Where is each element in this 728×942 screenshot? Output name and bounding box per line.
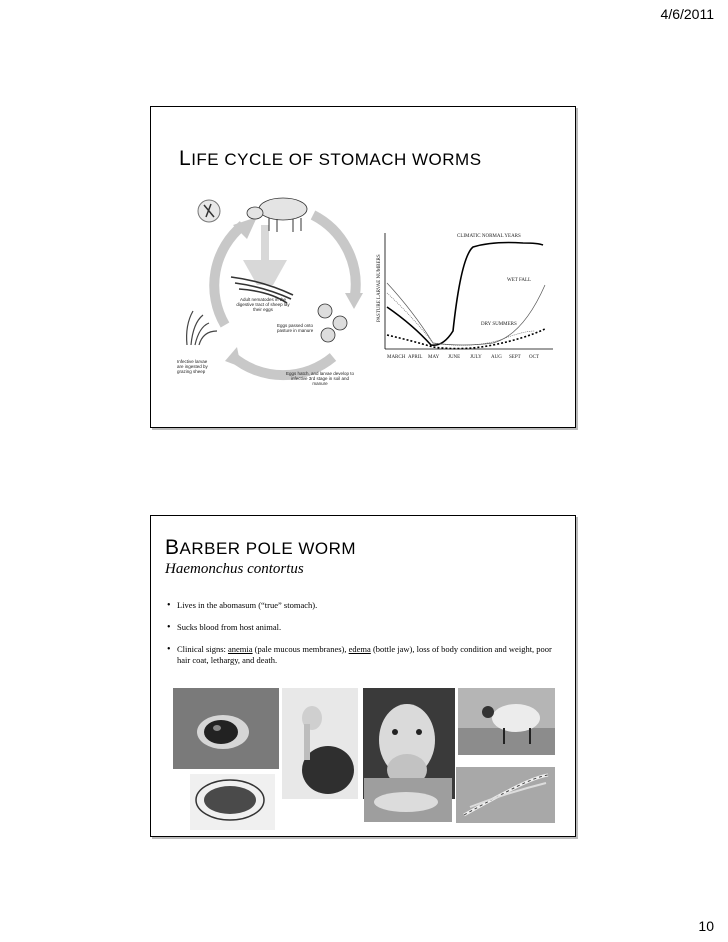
series-label-normal: CLIMATIC NORMAL YEARS: [457, 234, 521, 239]
sheep-drawing: [247, 198, 307, 232]
photo-barber-pole-worms: [456, 767, 555, 823]
tick-label: SEPT: [509, 355, 521, 360]
tick-label: JULY: [470, 355, 482, 360]
slide-title: [179, 147, 482, 171]
bullet-text: (bottle jaw), loss of body condition and weight, poor hair coat, lethargy, and death.: [177, 644, 552, 665]
slide-title: [165, 536, 356, 560]
tick-label: AUG: [491, 355, 502, 360]
larvae-chart: [373, 227, 558, 367]
photo-pale-eye: [173, 688, 279, 769]
bullet-text: Clinical signs:: [177, 644, 228, 654]
grass-drawing: [187, 311, 217, 345]
bullet-item: • Lives in the abomasum (“true” stomach).: [165, 600, 565, 611]
photo-goat-handled: [282, 688, 358, 799]
series-line-normal: [387, 243, 543, 346]
eggs-drawing: [318, 304, 347, 342]
term-anemia: anemia: [228, 644, 253, 654]
slide-life-cycle: [150, 106, 576, 428]
bullet-text: (pale mucous membranes),: [252, 644, 349, 654]
tick-label: APRIL: [408, 355, 423, 360]
slide-barber-pole: [150, 515, 576, 837]
title-cap: L: [179, 147, 192, 170]
term-edema: edema: [348, 644, 371, 654]
title-rest: IFE CYCLE OF STOMACH WORMS: [191, 150, 482, 169]
bullet-item: • Sucks blood from host animal.: [165, 622, 565, 633]
label-eggs: Eggs passed onto pasture in manure: [277, 323, 314, 333]
chart-ylabel: PASTURE LARVAE NUMBERS: [377, 254, 382, 322]
photo-dead-sheep: [364, 778, 452, 822]
label-infective: Infective larvae are ingested by grazing sheep: [177, 359, 208, 374]
title-rest: ARBER POLE WORM: [179, 539, 357, 558]
photo-thin-sheep: [458, 688, 555, 755]
bullet-item: [165, 644, 565, 666]
tick-label: MAY: [428, 355, 440, 360]
series-line-dry-summers: [387, 329, 545, 349]
bullet-list: [165, 600, 565, 677]
slide-subtitle: Haemonchus contortus: [165, 561, 304, 577]
tick-label: JUNE: [448, 355, 461, 360]
photo-worm-egg: [190, 774, 275, 830]
series-line-wet-fall: [387, 283, 545, 345]
label-adult: Adult nematodes in the digestive tract of sheep lay their eggs: [236, 297, 290, 312]
page-number: 10: [698, 918, 714, 934]
label-larvae-develop: Eggs hatch, and larvae develop to infective 3rd stage in soil and manure: [285, 371, 355, 386]
header-date: 4/6/2011: [660, 6, 714, 22]
tick-label: OCT: [529, 355, 539, 360]
title-cap: B: [165, 536, 180, 559]
series-label-wet-fall: WET FALL: [507, 278, 532, 283]
series-label-dry-summers: DRY SUMMERS: [481, 322, 517, 327]
tick-label: MARCH: [387, 355, 406, 360]
